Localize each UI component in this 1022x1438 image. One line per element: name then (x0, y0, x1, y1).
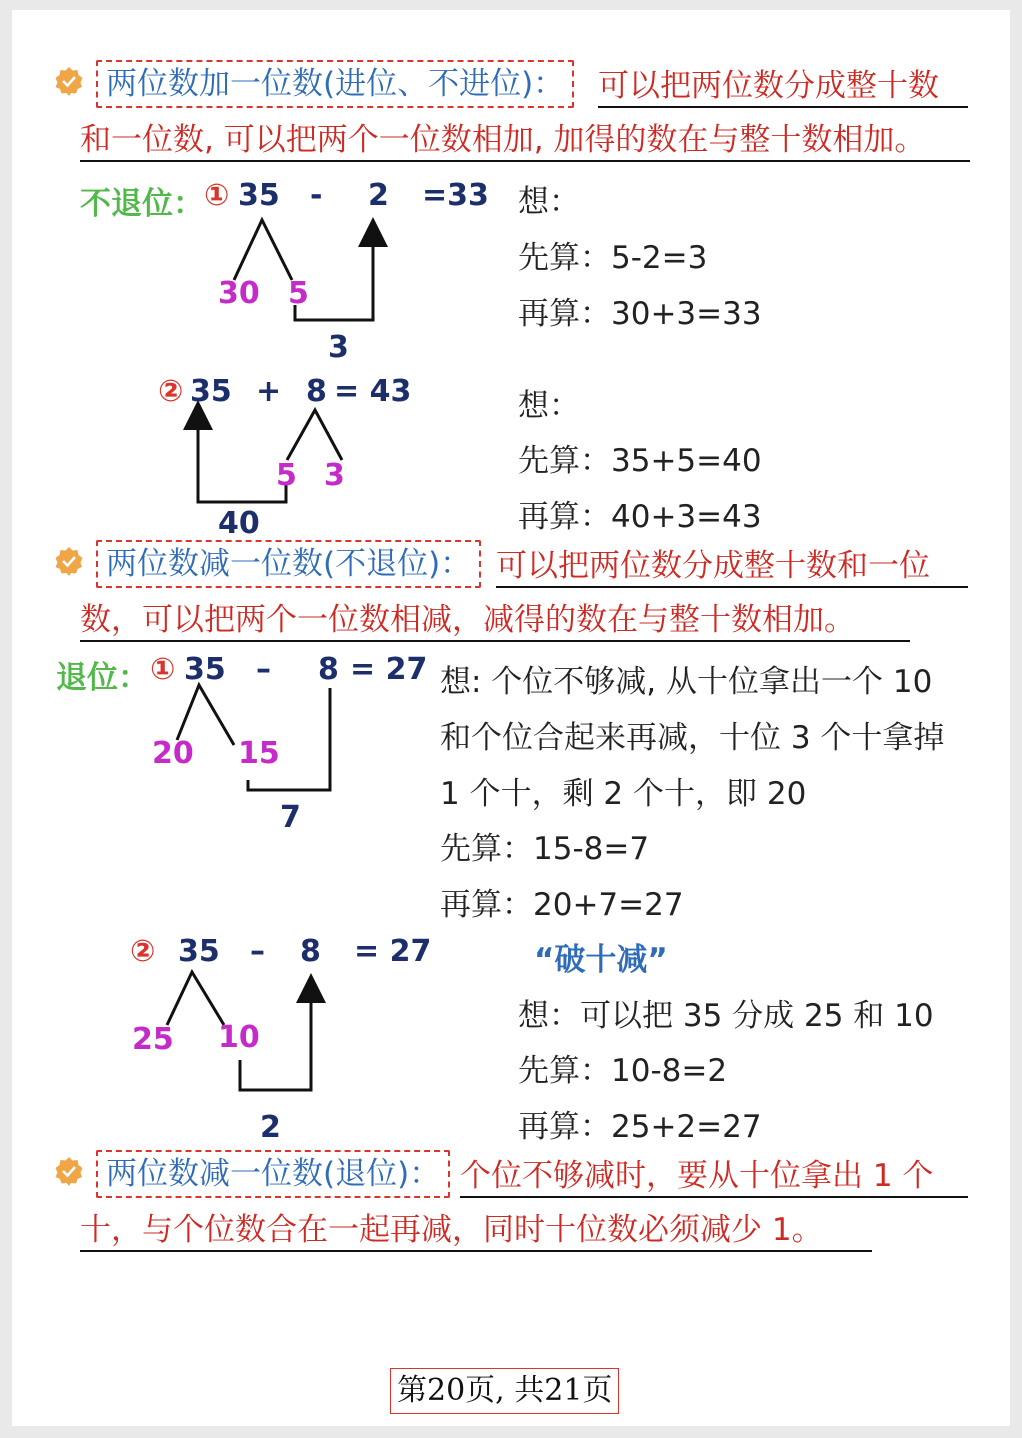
example3-step2: 再算：20+7=27 (440, 887, 684, 923)
section2-desc-line1: 可以把两位数分成整十数和一位 (496, 546, 968, 588)
example2-think: 想： (518, 388, 580, 424)
example2-split-a: 5 (276, 458, 297, 493)
verified-badge-icon (54, 66, 84, 96)
example4-method: “破十减” (534, 942, 668, 978)
example1-split-a: 30 (218, 276, 260, 311)
split-lines-ex1 (234, 220, 292, 280)
example3-split-b: 15 (238, 736, 280, 771)
example1-mid: 3 (328, 330, 349, 365)
section3-desc-line2: 十，与个位数合在一起再减，同时十位数必须减少 1。 (80, 1210, 872, 1252)
document-page (12, 10, 1010, 1426)
section1-title: 两位数加一位数(进位、不进位)： (96, 60, 574, 108)
example4-right: 8 (300, 934, 321, 969)
example2-split-b: 3 (324, 458, 345, 493)
example4-left: 35 (178, 934, 220, 969)
example2-step2: 再算：40+3=43 (518, 499, 762, 535)
section1-desc-line2: 和一位数, 可以把两个一位数相加, 加得的数在与整十数相加。 (80, 120, 970, 162)
section3-title: 两位数减一位数(退位)： (96, 1150, 450, 1198)
example1-left: 35 (238, 178, 280, 213)
example2-result: = 43 (334, 374, 412, 409)
example3-label: 退位： (56, 660, 149, 696)
example1-label: 不退位： (80, 186, 204, 222)
example3-left: 35 (184, 652, 226, 687)
split-lines-ex2 (287, 410, 342, 460)
example3-think3: 1 个十，剩 2 个十，即 20 (440, 776, 807, 812)
page-number: 第20页, 共21页 (390, 1368, 619, 1414)
example2-op: + (256, 374, 282, 409)
section3-desc-line1: 个位不够减时，要从十位拿出 1 个 (460, 1156, 968, 1198)
section2-desc-line2: 数，可以把两个一位数相减，减得的数在与整十数相加。 (80, 600, 910, 642)
example2-left: 35 (190, 374, 232, 409)
example3-op: – (256, 652, 271, 687)
example4-think: 想：可以把 35 分成 25 和 10 (518, 998, 934, 1034)
example3-step1: 先算：15-8=7 (440, 831, 650, 867)
example1-result: =33 (422, 178, 489, 213)
example4-step2: 再算：25+2=27 (518, 1109, 762, 1145)
split-lines-ex4 (167, 972, 224, 1025)
example4-split-b: 10 (218, 1020, 260, 1055)
example2-right: 8 (306, 374, 327, 409)
verified-badge-icon (54, 546, 84, 576)
example1-split-b: 5 (288, 276, 309, 311)
example3-result: = 27 (350, 652, 428, 687)
example4-mid: 2 (260, 1110, 281, 1145)
example3-think2: 和个位合起来再减，十位 3 个十拿掉 (440, 720, 945, 756)
verified-badge-icon (54, 1156, 84, 1186)
section1-desc-line1: 可以把两位数分成整十数 (598, 66, 968, 108)
example2-index: ② (158, 374, 184, 409)
example2-mid: 40 (218, 506, 260, 541)
example3-index: ① (150, 652, 176, 687)
example1-index: ① (204, 178, 230, 213)
example2-step1: 先算：35+5=40 (518, 443, 762, 479)
example4-op: – (250, 934, 265, 969)
example4-split-a: 25 (132, 1022, 174, 1057)
section2-title: 两位数减一位数(不退位)： (96, 540, 481, 588)
example1-step2: 再算：30+3=33 (518, 296, 762, 332)
example1-right: 2 (368, 178, 389, 213)
example3-right: 8 (318, 652, 339, 687)
example4-index: ② (130, 934, 156, 969)
example1-think: 想： (518, 184, 580, 220)
example3-think1: 想: 个位不够减, 从十位拿出一个 10 (440, 664, 933, 700)
example1-op: - (310, 178, 323, 213)
example3-mid: 7 (280, 800, 301, 835)
example4-result: = 27 (354, 934, 432, 969)
example4-step1: 先算：10-8=2 (518, 1053, 728, 1089)
bracket-ex2 (198, 415, 286, 502)
example3-split-a: 20 (152, 736, 194, 771)
example1-step1: 先算：5-2=3 (518, 240, 708, 276)
